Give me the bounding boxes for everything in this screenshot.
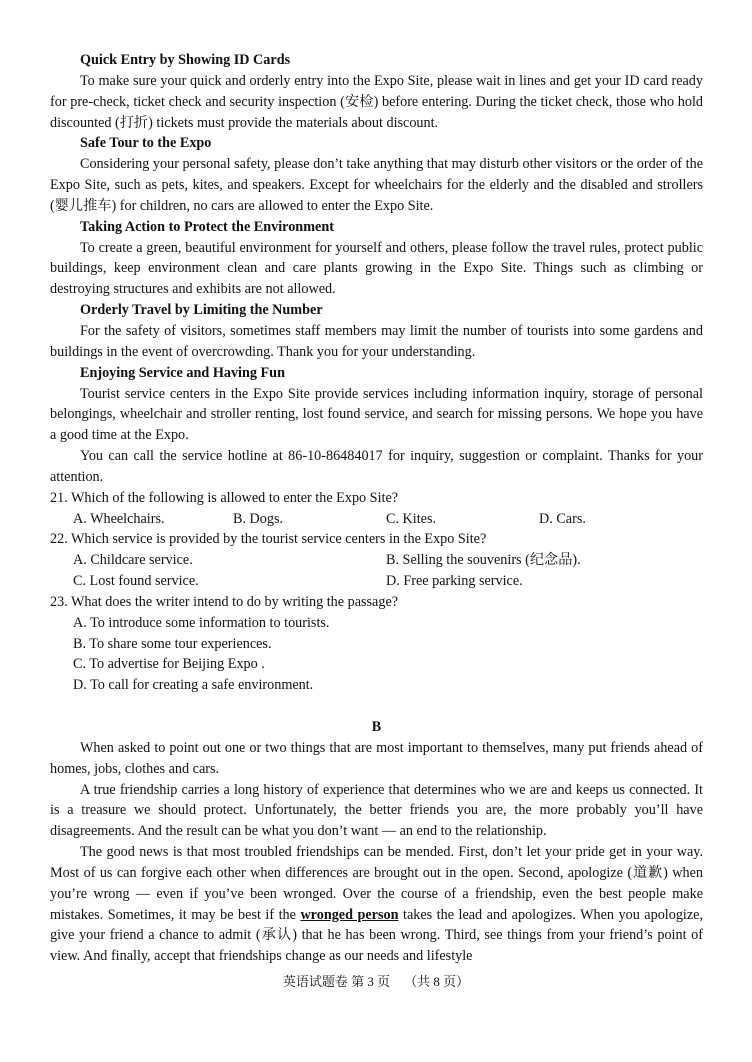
section-heading: Enjoying Service and Having Fun	[80, 364, 285, 381]
passage-paragraph	[50, 842, 703, 967]
option-row	[50, 571, 703, 592]
section-heading: Orderly Travel by Limiting the Number	[80, 302, 323, 319]
footer-total-pages: （共 8 页）	[404, 974, 470, 989]
section-text: For the safety of visitors, sometimes staff members may limit the number of tourists into some gardens and buildings in the event of overcrowding. Thank you for your understanding.	[50, 322, 703, 360]
section-heading: Taking Action to Protect the Environment	[80, 218, 334, 235]
option-a: A. To introduce some information to tourists.	[73, 614, 330, 631]
page-footer	[0, 971, 752, 990]
question-stem: 23. What does the writer intend to do by writing the passage?	[50, 593, 399, 610]
section-heading: Safe Tour to the Expo	[80, 135, 212, 152]
paragraph-text: takes the lead and apologizes. When you apologize, give your friend a chance to admit (承认) that he has been wrong. Third, see things from your friend’s point of view. And finally, accept that friendships change as our needs and lifestyle	[50, 906, 703, 965]
question-stem: 21. Which of the following is allowed to enter the Expo Site?	[50, 489, 399, 506]
option-c: C. Kites.	[386, 510, 437, 527]
option-a: A. Wheelchairs.	[73, 510, 165, 527]
option-d: D. To call for creating a safe environment.	[73, 677, 314, 694]
section-heading: Quick Entry by Showing ID Cards	[80, 52, 291, 68]
footer-page-label: 英语试题卷 第 3 页	[282, 974, 391, 989]
spacer	[50, 696, 703, 717]
passage-paragraph: A true friendship carries a long history of experience that determines who we are and keeps us connected. It is a treasure we should protect. Unfortunately, the better friends you are, the more probably you’ll have disagreements. And the result can be what you don’t want — an end to the relationship.	[50, 781, 703, 840]
option-c: C. To advertise for Beijing Expo .	[73, 656, 265, 673]
option-d: D. Free parking service.	[386, 573, 523, 590]
passage-title: B	[371, 719, 382, 735]
option-c: C. Lost found service.	[73, 573, 199, 590]
section-text: To create a green, beautiful environment for yourself and others, please follow the travel rules, protect public buildings, keep environment clean and care plants growing in the Expo Site. Things such as climbing or destroying structures and exhibits are not allowed.	[50, 239, 703, 298]
exam-page	[50, 50, 703, 967]
option-a: A. Childcare service.	[73, 552, 193, 569]
hotline-text: You can call the service hotline at 86-10-86484017 for inquiry, suggestion or complaint. Thanks for your attention.	[50, 448, 703, 485]
paragraph-text: The good news is that most troubled friendships can be mended. First, don’t let your pride get in your way. Most of us can forgive each other when differences are brought out in the open. Second, apologize (道歉) when you’re wrong — even if you’ve been wronged. Over the course of a friendship, even the best people make mistakes. Sometimes, it may be best if the	[50, 844, 703, 923]
option-b: B. Selling the souvenirs (纪念品).	[386, 552, 581, 569]
option-d: D. Cars.	[539, 510, 586, 527]
option-row	[50, 550, 703, 571]
option-b: B. To share some tour experiences.	[73, 635, 272, 652]
section-text: Considering your personal safety, please don’t take anything that may disturb other visitors or the order of the Expo Site, such as pets, kites, and speakers. Except for wheelchairs for the elderly and the disabled and strollers (婴儿推车) for children, no cars are allowed to enter the Expo Site.	[50, 156, 703, 214]
section-text: To make sure your quick and orderly entry into the Expo Site, please wait in lines and get your ID card ready for pre-check, ticket check and security inspection (安检) before entering. During the ticket check, those who hold discounted (打折) tickets must provide the materials about discount.	[50, 72, 703, 131]
underlined-term: wronged person	[300, 906, 399, 923]
passage-paragraph: When asked to point out one or two things that are most important to themselves, many put friends ahead of homes, jobs, clothes and cars.	[50, 739, 703, 777]
option-b: B. Dogs.	[233, 510, 284, 527]
section-text: Tourist service centers in the Expo Site provide services including information inquiry, storage of personal belongings, wheelchair and stroller renting, lost found service, and search for missing persons. We hope you have a good time at the Expo.	[50, 385, 703, 444]
question-stem: 22. Which service is provided by the tourist service centers in the Expo Site?	[50, 531, 487, 548]
option-row	[50, 509, 703, 530]
